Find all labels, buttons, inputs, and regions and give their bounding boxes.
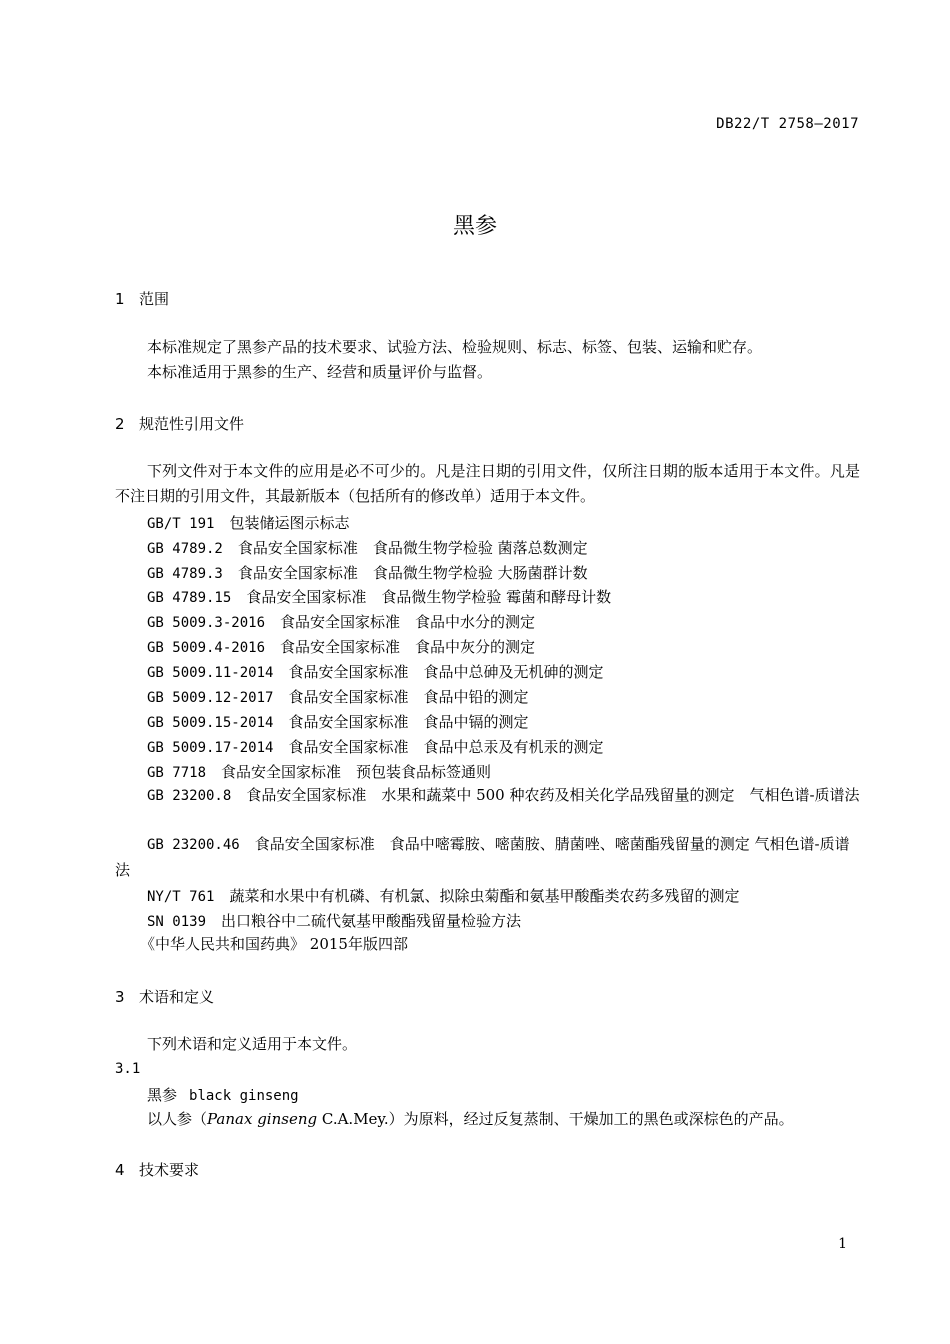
- reference-code: GB 5009.15-2014: [147, 715, 274, 731]
- term-english: black ginseng: [189, 1088, 299, 1104]
- reference-name: 食品安全国家标准 预包装食品标签通则: [221, 763, 492, 781]
- section-number: 2: [115, 415, 125, 433]
- definition-text: 以人参（: [147, 1110, 208, 1128]
- section-2-heading: [115, 413, 244, 434]
- section-title: 术语和定义: [139, 988, 215, 1006]
- section-number: 4: [115, 1161, 125, 1179]
- reference-item: [115, 783, 860, 809]
- reference-item: [147, 761, 491, 782]
- paragraph: 下列文件对于本文件的应用是必不可少的。凡是注日期的引用文件，仅所注日期的版本适用于本文件。凡是不注日期的引用文件，其最新版本（包括所有的修改单）适用于本文件。: [115, 462, 860, 505]
- reference-name: 出口粮谷中二硫代氨基甲酸酯残留量检验方法: [221, 912, 522, 930]
- reference-name: 包装储运图示标志: [229, 514, 350, 532]
- reference-name: 食品安全国家标准 水果和蔬菜中 500 种农药及相关化学品残留量的测定 气相色谱-质谱法: [246, 786, 860, 804]
- reference-item: [147, 611, 535, 632]
- reference-name: 食品安全国家标准 食品中嘧霉胺、嘧菌胺、腈菌唑、嘧菌酯残留量的测定 气相色谱-质谱法: [115, 835, 850, 879]
- reference-name: 食品安全国家标准 食品中水分的测定: [280, 613, 536, 631]
- section-number: 1: [115, 290, 125, 308]
- reference-item: [147, 636, 535, 657]
- term-entry: [147, 1084, 299, 1105]
- reference-item: [147, 537, 588, 558]
- reference-item: [147, 562, 588, 583]
- reference-item: [147, 586, 611, 607]
- latin-name: Panax ginseng: [207, 1110, 318, 1128]
- page-number: 1: [838, 1236, 847, 1252]
- reference-item: [147, 686, 528, 707]
- reference-item: [147, 885, 739, 906]
- reference-name: 食品安全国家标准 食品微生物学检验 大肠菌群计数: [237, 564, 588, 582]
- reference-code: GB 23200.46: [147, 837, 240, 853]
- term-definition: [147, 1109, 794, 1129]
- reference-name: 食品安全国家标准 食品中灰分的测定: [280, 638, 536, 656]
- subsection-number: 3.1: [115, 1061, 141, 1077]
- section-1-heading: [115, 288, 169, 309]
- reference-code: GB 7718: [147, 765, 207, 781]
- definition-text: C.A.Mey.）为原料，经过反复蒸制、干燥加工的黑色或深棕色的产品。: [317, 1110, 794, 1128]
- reference-name: 食品安全国家标准 食品微生物学检验 菌落总数测定: [237, 539, 588, 557]
- reference-item: [147, 661, 603, 682]
- document-title: 黑参: [452, 214, 497, 239]
- reference-code: GB 23200.8: [147, 788, 232, 804]
- reference-name: 食品安全国家标准 食品微生物学检验 霉菌和酵母计数: [246, 588, 612, 606]
- reference-code: GB 4789.3: [147, 566, 223, 582]
- section-number: 3: [115, 988, 125, 1006]
- reference-item: [147, 711, 528, 732]
- reference-name: 食品安全国家标准 食品中总砷及无机砷的测定: [288, 663, 604, 681]
- section-4-heading: [115, 1159, 199, 1180]
- term-chinese: 黑参: [147, 1086, 178, 1104]
- reference-name: 食品安全国家标准 食品中镉的测定: [288, 713, 529, 731]
- section-title: 范围: [139, 290, 170, 308]
- reference-code: GB 4789.15: [147, 590, 232, 606]
- reference-code: GB 5009.3-2016: [147, 615, 266, 631]
- reference-code: NY/T 761: [147, 889, 215, 905]
- reference-item: [147, 736, 603, 757]
- reference-code: GB/T 191: [147, 516, 215, 532]
- reference-name: 食品安全国家标准 食品中总汞及有机汞的测定: [288, 738, 604, 756]
- reference-code: SN 0139: [147, 914, 207, 930]
- reference-code: GB 5009.11-2014: [147, 665, 274, 681]
- paragraph: 本标准适用于黑参的生产、经营和质量评价与监督。: [147, 363, 493, 381]
- section-title: 规范性引用文件: [139, 415, 245, 433]
- reference-item: 《中华人民共和国药典》 2015年版四部: [140, 935, 408, 953]
- reference-item: [147, 512, 349, 533]
- section-3-heading: [115, 986, 214, 1007]
- paragraph: 本标准规定了黑参产品的技术要求、试验方法、检验规则、标志、标签、包装、运输和贮存。: [147, 338, 763, 356]
- reference-item: [115, 832, 860, 883]
- reference-code: GB 5009.12-2017: [147, 690, 274, 706]
- paragraph: 下列术语和定义适用于本文件。: [147, 1035, 358, 1053]
- reference-code: GB 5009.4-2016: [147, 640, 266, 656]
- reference-item: [147, 910, 521, 931]
- section-title: 技术要求: [139, 1161, 200, 1179]
- standard-code: DB22/T 2758—2017: [716, 116, 859, 132]
- reference-code: GB 4789.2: [147, 541, 223, 557]
- reference-code: GB 5009.17-2014: [147, 740, 274, 756]
- reference-name: 食品安全国家标准 食品中铅的测定: [288, 688, 529, 706]
- reference-name: 蔬菜和水果中有机磷、有机氯、拟除虫菊酯和氨基甲酸酯类农药多残留的测定: [229, 887, 740, 905]
